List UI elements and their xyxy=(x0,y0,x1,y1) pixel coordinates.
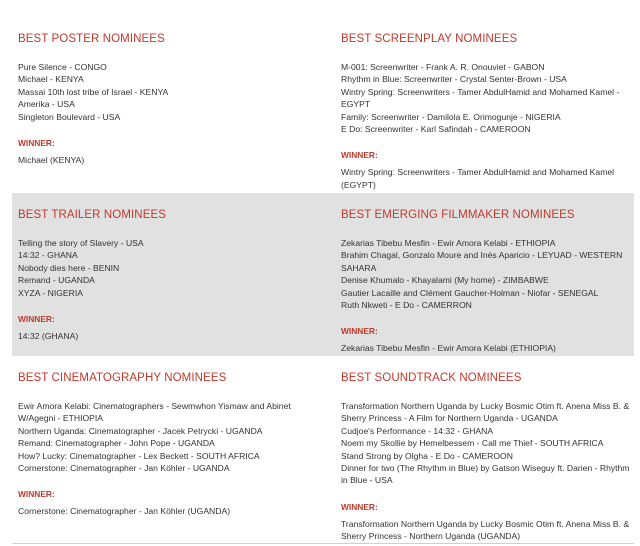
nominee-item: Family: Screenwriter - Damilola E. Orimogunje - NIGERIA xyxy=(341,111,561,122)
section-heading: BEST POSTER NOMINEES xyxy=(18,33,165,45)
winner-text: Michael (KENYA) xyxy=(18,155,85,166)
nominee-item: Singleton Boulevard - USA xyxy=(18,111,121,122)
row-2 xyxy=(12,193,634,356)
bottom-divider xyxy=(12,543,634,544)
nominee-item: Pure Silence - CONGO xyxy=(18,62,107,72)
section-best-emerging-filmmaker xyxy=(341,208,631,355)
nominee-list xyxy=(18,237,318,299)
nominee-item: Michael - KENYA xyxy=(18,74,84,85)
nominee-item: Cudjoe's Performance - 14:32 - GHANA xyxy=(341,425,494,436)
section-best-screenplay xyxy=(341,32,631,191)
nominee-item: Remand - UGANDA xyxy=(18,275,95,286)
winner-text: Wintry Spring: Screenwriters - Tamer AbdulHamid and Mohamed Kamel (EGYPT) xyxy=(341,167,615,190)
nominee-item: Stand Strong by Olgha - E Do - CAMEROON xyxy=(341,450,513,461)
winner-label: WINNER: xyxy=(18,138,55,149)
nominee-item: M-001: Screenwriter - Frank A. R. Onouviet - GABON xyxy=(341,62,545,72)
nominee-item: Ruth Nkweti - E Do - CAMERRON xyxy=(341,300,472,311)
row-3 xyxy=(12,371,634,541)
section-heading: BEST TRAILER NOMINEES xyxy=(18,209,167,221)
nominee-list xyxy=(18,61,318,123)
nominee-item: Dinner for two (The Rhythm in Blue) by Gatson Wiseguy ft. Darien - Rhythm in Blue - USA xyxy=(341,463,630,486)
nominee-item: Amerika - USA xyxy=(18,99,75,110)
nominee-list xyxy=(341,400,631,487)
nominee-item: Nobody dies here - BENIN xyxy=(18,262,120,273)
section-heading: BEST EMERGING FILMMAKER NOMINEES xyxy=(341,209,575,221)
winner-label: WINNER: xyxy=(18,489,55,500)
nominee-item: Massai 10th lost tribe of Israel - KENYA xyxy=(18,86,169,97)
winner-label: WINNER: xyxy=(341,326,378,337)
nominee-item: Zekarias Tibebu Mesfin - Ewir Amora Kelabi - ETHIOPIA xyxy=(341,238,556,248)
nominee-list xyxy=(341,237,631,311)
winner-label: WINNER: xyxy=(341,501,378,512)
section-heading: BEST CINEMATOGRAPHY NOMINEES xyxy=(18,372,227,384)
nominee-item: 14:32 - GHANA xyxy=(18,250,78,261)
nominee-item: Telling the story of Slavery - USA xyxy=(18,238,144,248)
winner-text: Transformation Northern Uganda by Lucky Bosmic Otim ft. Anena Miss B. & Sherry Princess - Northern Uganda (UGANDA) xyxy=(341,518,630,542)
winner-text: Cornerstone: Cinematographer - Jan Köhler (UGANDA) xyxy=(18,506,231,517)
winner-text: 14:32 (GHANA) xyxy=(18,331,79,342)
section-heading: BEST SCREENPLAY NOMINEES xyxy=(341,33,518,45)
winner-label: WINNER: xyxy=(341,150,378,161)
nominee-item: Wintry Spring: Screenwriters - Tamer AbdulHamid and Mohamed Kamel - EGYPT xyxy=(341,86,620,110)
nominee-list xyxy=(341,61,631,135)
nominee-item: Gautier Lacaille and Clément Gaucher-Holman - Niofar - SENEGAL xyxy=(341,287,599,298)
nominee-item: Brahim Chagal, Gonzalo Moure and Inés Aparicio - LEYUAD - WESTERN SAHARA xyxy=(341,250,623,273)
nominee-item: Ewir Amora Kelabi: Cinematographers - Sewmwhon Yismaw and Abinet W/Agegni - ETHIOPIA xyxy=(18,401,291,424)
nominee-list xyxy=(18,400,318,474)
nominee-item: Noem my Skollie by Hemelbessem - Call me Thief - SOUTH AFRICA xyxy=(341,438,604,449)
nominee-item: Northern Uganda: Cinematographer - Jacek Petrycki - UGANDA xyxy=(18,425,263,436)
row-1 xyxy=(12,32,634,192)
winner-label: WINNER: xyxy=(18,314,55,325)
nominee-item: E Do: Screenwriter - Karl Safindah - CAMEROON xyxy=(341,124,531,135)
nominee-item: Cornerstone: Cinematographer - Jan Köhler - UGANDA xyxy=(18,463,230,474)
section-heading: BEST SOUNDTRACK NOMINEES xyxy=(341,372,522,384)
section-best-poster xyxy=(18,32,318,166)
nominee-item: Rhythm in Blue: Screenwriter - Crystal Senter-Brown - USA xyxy=(341,74,567,85)
nominee-item: Remand: Cinematographer - John Pope - UGANDA xyxy=(18,438,215,449)
section-best-trailer xyxy=(18,208,318,342)
nominee-item: XYZA - NIGERIA xyxy=(18,287,83,298)
nominee-item: Denise Khumalo - Khayalami (My home) - ZIMBABWE xyxy=(341,275,549,286)
nominee-item: How? Lucky: Cinematographer - Lex Beckett - SOUTH AFRICA xyxy=(18,450,260,461)
section-best-soundtrack xyxy=(341,371,631,543)
winner-text: Zekarias Tibebu Mesfin - Ewir Amora Kelabi (ETHIOPIA) xyxy=(341,343,556,354)
nominee-item: Transformation Northern Uganda by Lucky Bosmic Otim ft. Anena Miss B. & Sherry Princess - A Film for Northern Uganda - UGANDA xyxy=(341,401,630,424)
section-best-cinematography xyxy=(18,371,318,518)
